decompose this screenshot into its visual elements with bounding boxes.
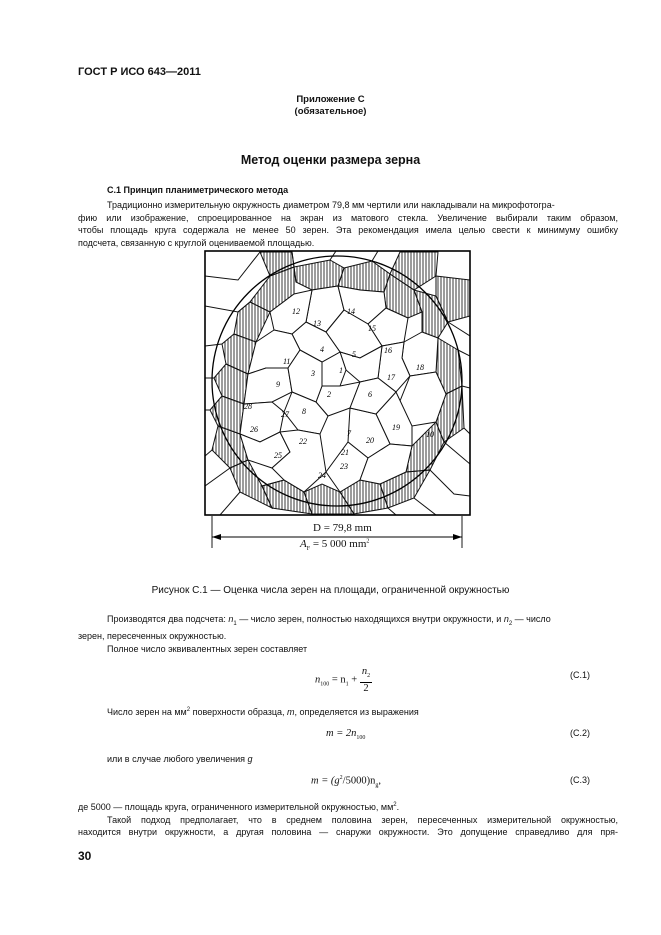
counting-paragraph [78, 613, 618, 655]
intro-line: подсчета, связанную с круглой оцениваемой площадью. [78, 237, 315, 248]
assumption-paragraph [78, 799, 618, 839]
equation-c1-number: (С.1) [570, 670, 590, 680]
grain-number: 9 [276, 380, 280, 389]
intro-paragraph [78, 199, 618, 249]
grain-number: 2 [327, 390, 331, 399]
subsection-heading: С.1 Принцип планиметрического метода [107, 185, 289, 195]
grain-number: 23 [340, 462, 348, 471]
grain-number: 11 [283, 357, 291, 366]
appendix-type: (обязательное) [294, 106, 367, 117]
intro-line: Традиционно измерительную окружность диаметром 79,8 мм чертили или накладывали на микрофотогра- [107, 200, 555, 210]
magnification-paragraph: или в случае любого увеличения g [107, 754, 253, 764]
grain-number: 28 [244, 402, 252, 411]
grain-number: 1 [339, 366, 343, 375]
assumption-line: де 5000 — площадь круга, ограниченного измерительной окружностью, $мм^2$. [78, 802, 400, 812]
appendix-label: Приложение С [296, 94, 365, 105]
area-label: $A_F = 5$ 000 $mm^2$ [300, 538, 370, 553]
diameter-label: D = 79,8 mm [310, 522, 375, 534]
equation-c3-number: (С.3) [570, 775, 590, 785]
counting-line: Производятся два подсчета: $n_1$ — число зерен, полностью находящихся внутри окружности, и $n_2$ — число [107, 614, 551, 627]
grain-number: 4 [320, 345, 324, 354]
grain-number: 8 [302, 407, 306, 416]
counting-line: Полное число эквивалентных зерен составляет [107, 643, 308, 654]
grain-number: 25 [274, 451, 282, 460]
grain-number: 17 [387, 373, 395, 382]
grain-number: 13 [313, 319, 321, 328]
grain-number: 20 [366, 436, 374, 445]
equation-c1: $n_{100} = n_1$ + $\frac{n_2}{2}$ [315, 666, 371, 695]
grain-number: 16 [384, 346, 392, 355]
grain-number: 3 [311, 369, 315, 378]
page-number: 30 [78, 849, 92, 863]
grain-number: 14 [347, 307, 355, 316]
grain-number: 24 [318, 471, 326, 480]
section-title: Метод оценки размера зерна [240, 153, 421, 167]
grain-number: 6 [368, 390, 372, 399]
equation-c2: $m = 2n_{100}$ [326, 728, 366, 742]
counting-line: зерен, пересеченных окружностью. [78, 631, 227, 642]
equation-c3: $m = (g^2/5000)n_g$, [311, 775, 381, 789]
grain-number: 12 [292, 307, 300, 316]
intro-line: чтобы площадь круга содержала не менее 50 зерен. Эта рекомендация имела целью свести к минимуму ошибку [78, 225, 618, 235]
intro-line: фию или изображение, спроецированное на экран из матового стекла. Увеличение выбирали таким образом, [78, 212, 618, 223]
grain-number: 26 [250, 425, 258, 434]
grain-number: 18 [416, 363, 424, 372]
grain-number: 27 [281, 410, 289, 419]
grain-number: 22 [299, 437, 307, 446]
assumption-line: находится внутри окружности, а другая половина — снаружи окружности. Это допущение справедливо для пря- [78, 827, 618, 837]
figure-caption: Рисунок С.1 — Оценка числа зерен на площади, ограниченной окружностью [151, 585, 510, 596]
grain-number: 5 [352, 350, 356, 359]
document-header: ГОСТ Р ИСО 643—2011 [78, 66, 201, 78]
grain-micrograph-figure [200, 246, 480, 556]
grain-number: 7 [347, 429, 351, 438]
assumption-line: Такой подход предполагает, что в среднем половина зерен, пересеченных измерительной окружностью, [107, 814, 618, 825]
grain-number: 21 [341, 448, 349, 457]
grain-number: 15 [368, 324, 376, 333]
grain-number: 19 [392, 423, 400, 432]
equation-c2-number: (С.2) [570, 728, 590, 738]
density-paragraph: Число зерен на $мм^2$ поверхности образца, m, определяется из выражения [107, 707, 419, 717]
grain-number: 10 [426, 430, 434, 439]
